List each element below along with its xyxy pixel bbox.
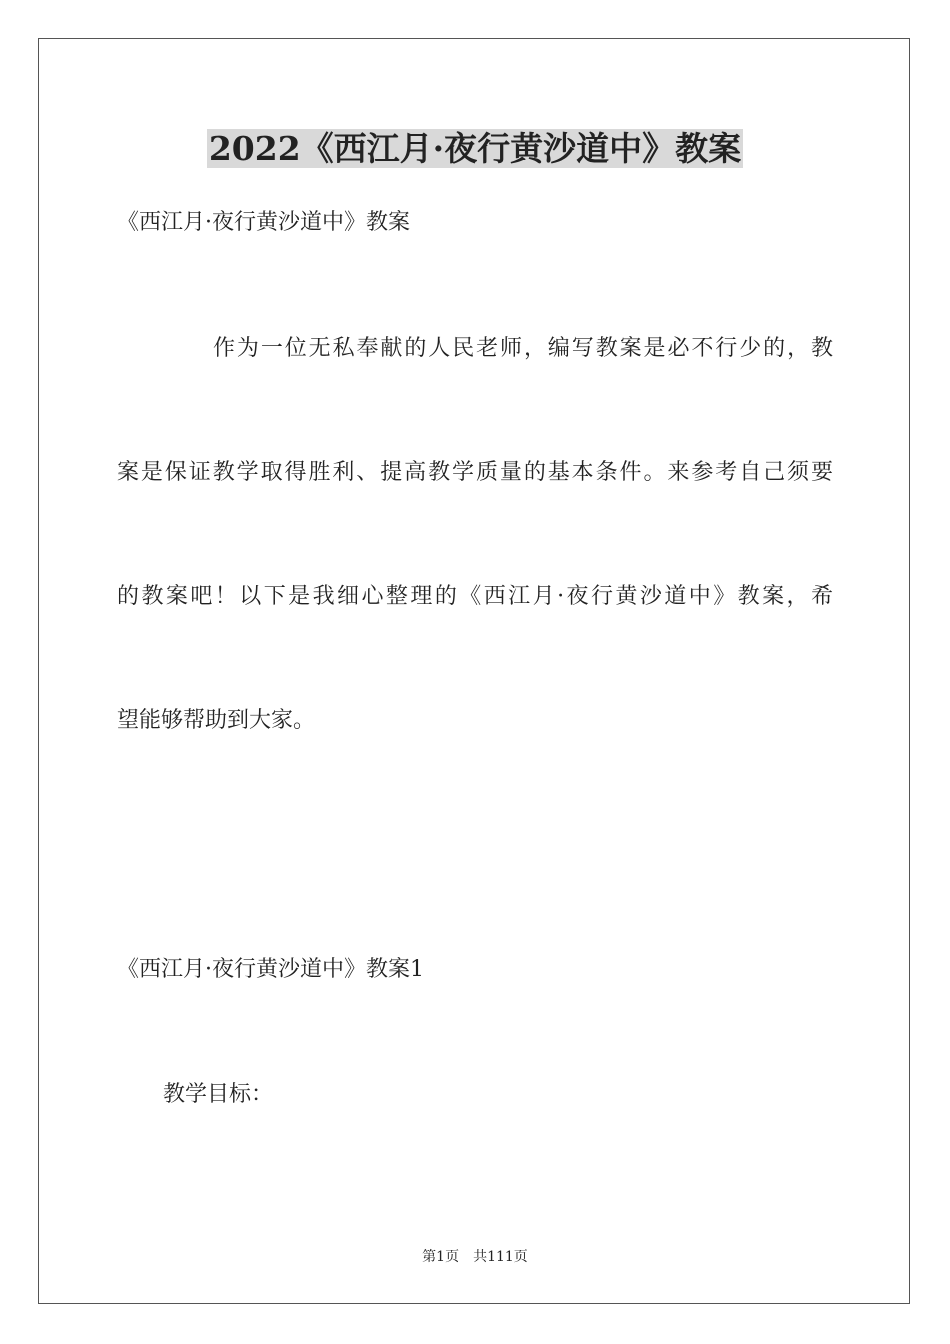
intro-line-4: 望能够帮助到大家。	[117, 708, 316, 733]
document-subtitle: 《西江月·夜行黄沙道中》教案	[117, 210, 410, 235]
page-footer: 第1页 共111页	[422, 1249, 528, 1265]
document-title	[0, 126, 950, 172]
intro-line-3: 的教案吧！以下是我细心整理的《西江月·夜行黄沙道中》教案，希	[117, 584, 833, 609]
section-heading: 《西江月·夜行黄沙道中》教案1	[117, 957, 424, 982]
objective-label: 教学目标：	[163, 1082, 274, 1107]
intro-line-2: 案是保证教学取得胜利、提高教学质量的基本条件。来参考自己须要	[117, 460, 833, 485]
intro-line-1: 作为一位无私奉献的人民老师，编写教案是必不行少的，教	[213, 336, 833, 361]
document-title-text: 2022《西江月·夜行黄沙道中》教案	[208, 129, 742, 168]
